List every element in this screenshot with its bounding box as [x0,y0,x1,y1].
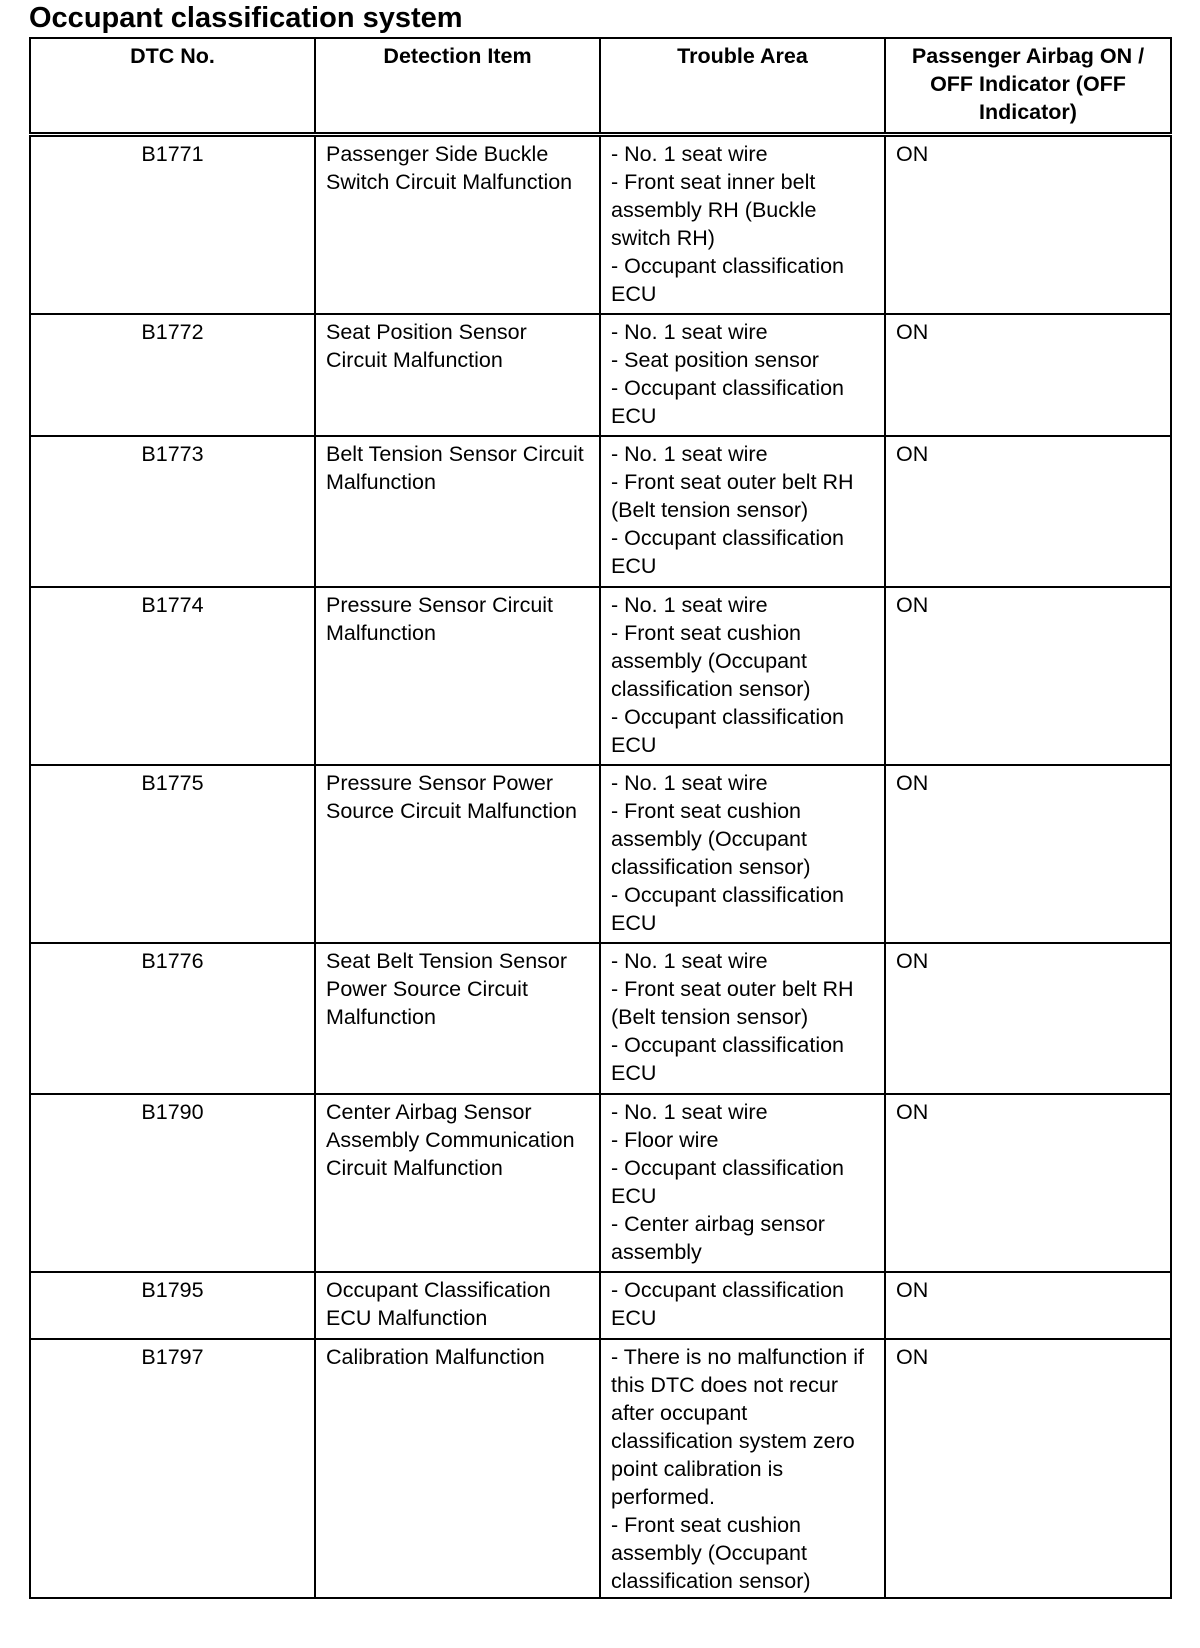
indicator-state: ON [885,587,1171,765]
table-row [30,943,1171,1094]
indicator-state: ON [885,314,1171,436]
detection-item: Passenger Side Buckle Switch Circuit Malfunction [315,135,600,315]
detection-item: Calibration Malfunction [315,1339,600,1598]
detection-item: Center Airbag Sensor Assembly Communication Circuit Malfunction [315,1094,600,1272]
trouble-area: - There is no malfunction if this DTC does not recur after occupant classification system zero point calibration is performed. - Front seat cushion assembly (Occupant classification sensor) [600,1339,885,1598]
detection-item: Seat Belt Tension Sensor Power Source Circuit Malfunction [315,943,600,1094]
detection-item: Pressure Sensor Circuit Malfunction [315,587,600,765]
dtc-code: B1795 [30,1272,315,1339]
indicator-state: ON [885,765,1171,943]
table-row [30,135,1171,315]
dtc-code: B1797 [30,1339,315,1598]
dtc-code: B1775 [30,765,315,943]
table-row [30,1094,1171,1272]
trouble-area: - No. 1 seat wire - Front seat inner belt assembly RH (Buckle switch RH) - Occupant classification ECU [600,135,885,315]
table-row [30,587,1171,765]
indicator-state: ON [885,1094,1171,1272]
table-row [30,1339,1171,1598]
trouble-area: - No. 1 seat wire - Front seat cushion assembly (Occupant classification sensor) - Occupant classification ECU [600,765,885,943]
trouble-area: - No. 1 seat wire - Front seat outer belt RH (Belt tension sensor) - Occupant classification ECU [600,943,885,1094]
dtc-code: B1776 [30,943,315,1094]
dtc-code: B1771 [30,135,315,315]
table-row [30,1272,1171,1339]
indicator-state: ON [885,436,1171,587]
dtc-code: B1773 [30,436,315,587]
indicator-state: ON [885,135,1171,315]
trouble-area: - No. 1 seat wire - Seat position sensor - Occupant classification ECU [600,314,885,436]
table-header-row [30,38,1171,135]
indicator-state: ON [885,1272,1171,1339]
dtc-code: B1790 [30,1094,315,1272]
trouble-area: - Occupant classification ECU [600,1272,885,1339]
detection-item: Belt Tension Sensor Circuit Malfunction [315,436,600,587]
detection-item: Pressure Sensor Power Source Circuit Malfunction [315,765,600,943]
indicator-state: ON [885,943,1171,1094]
dtc-code: B1772 [30,314,315,436]
dtc-code: B1774 [30,587,315,765]
trouble-area: - No. 1 seat wire - Front seat cushion assembly (Occupant classification sensor) - Occupant classification ECU [600,587,885,765]
indicator-state: ON [885,1339,1171,1598]
trouble-area: - No. 1 seat wire - Floor wire - Occupant classification ECU - Center airbag sensor assembly [600,1094,885,1272]
detection-item: Occupant Classification ECU Malfunction [315,1272,600,1339]
table-row [30,436,1171,587]
table-row [30,314,1171,436]
header-indicator: Passenger Airbag ON / OFF Indicator (OFF Indicator) [885,38,1171,135]
page-title: Occupant classification system [29,2,463,34]
table-row [30,765,1171,943]
header-dtc-no: DTC No. [30,38,315,135]
header-detection-item: Detection Item [315,38,600,135]
header-trouble-area: Trouble Area [600,38,885,135]
trouble-area: - No. 1 seat wire - Front seat outer belt RH (Belt tension sensor) - Occupant classification ECU [600,436,885,587]
detection-item: Seat Position Sensor Circuit Malfunction [315,314,600,436]
dtc-table [29,37,1172,1599]
